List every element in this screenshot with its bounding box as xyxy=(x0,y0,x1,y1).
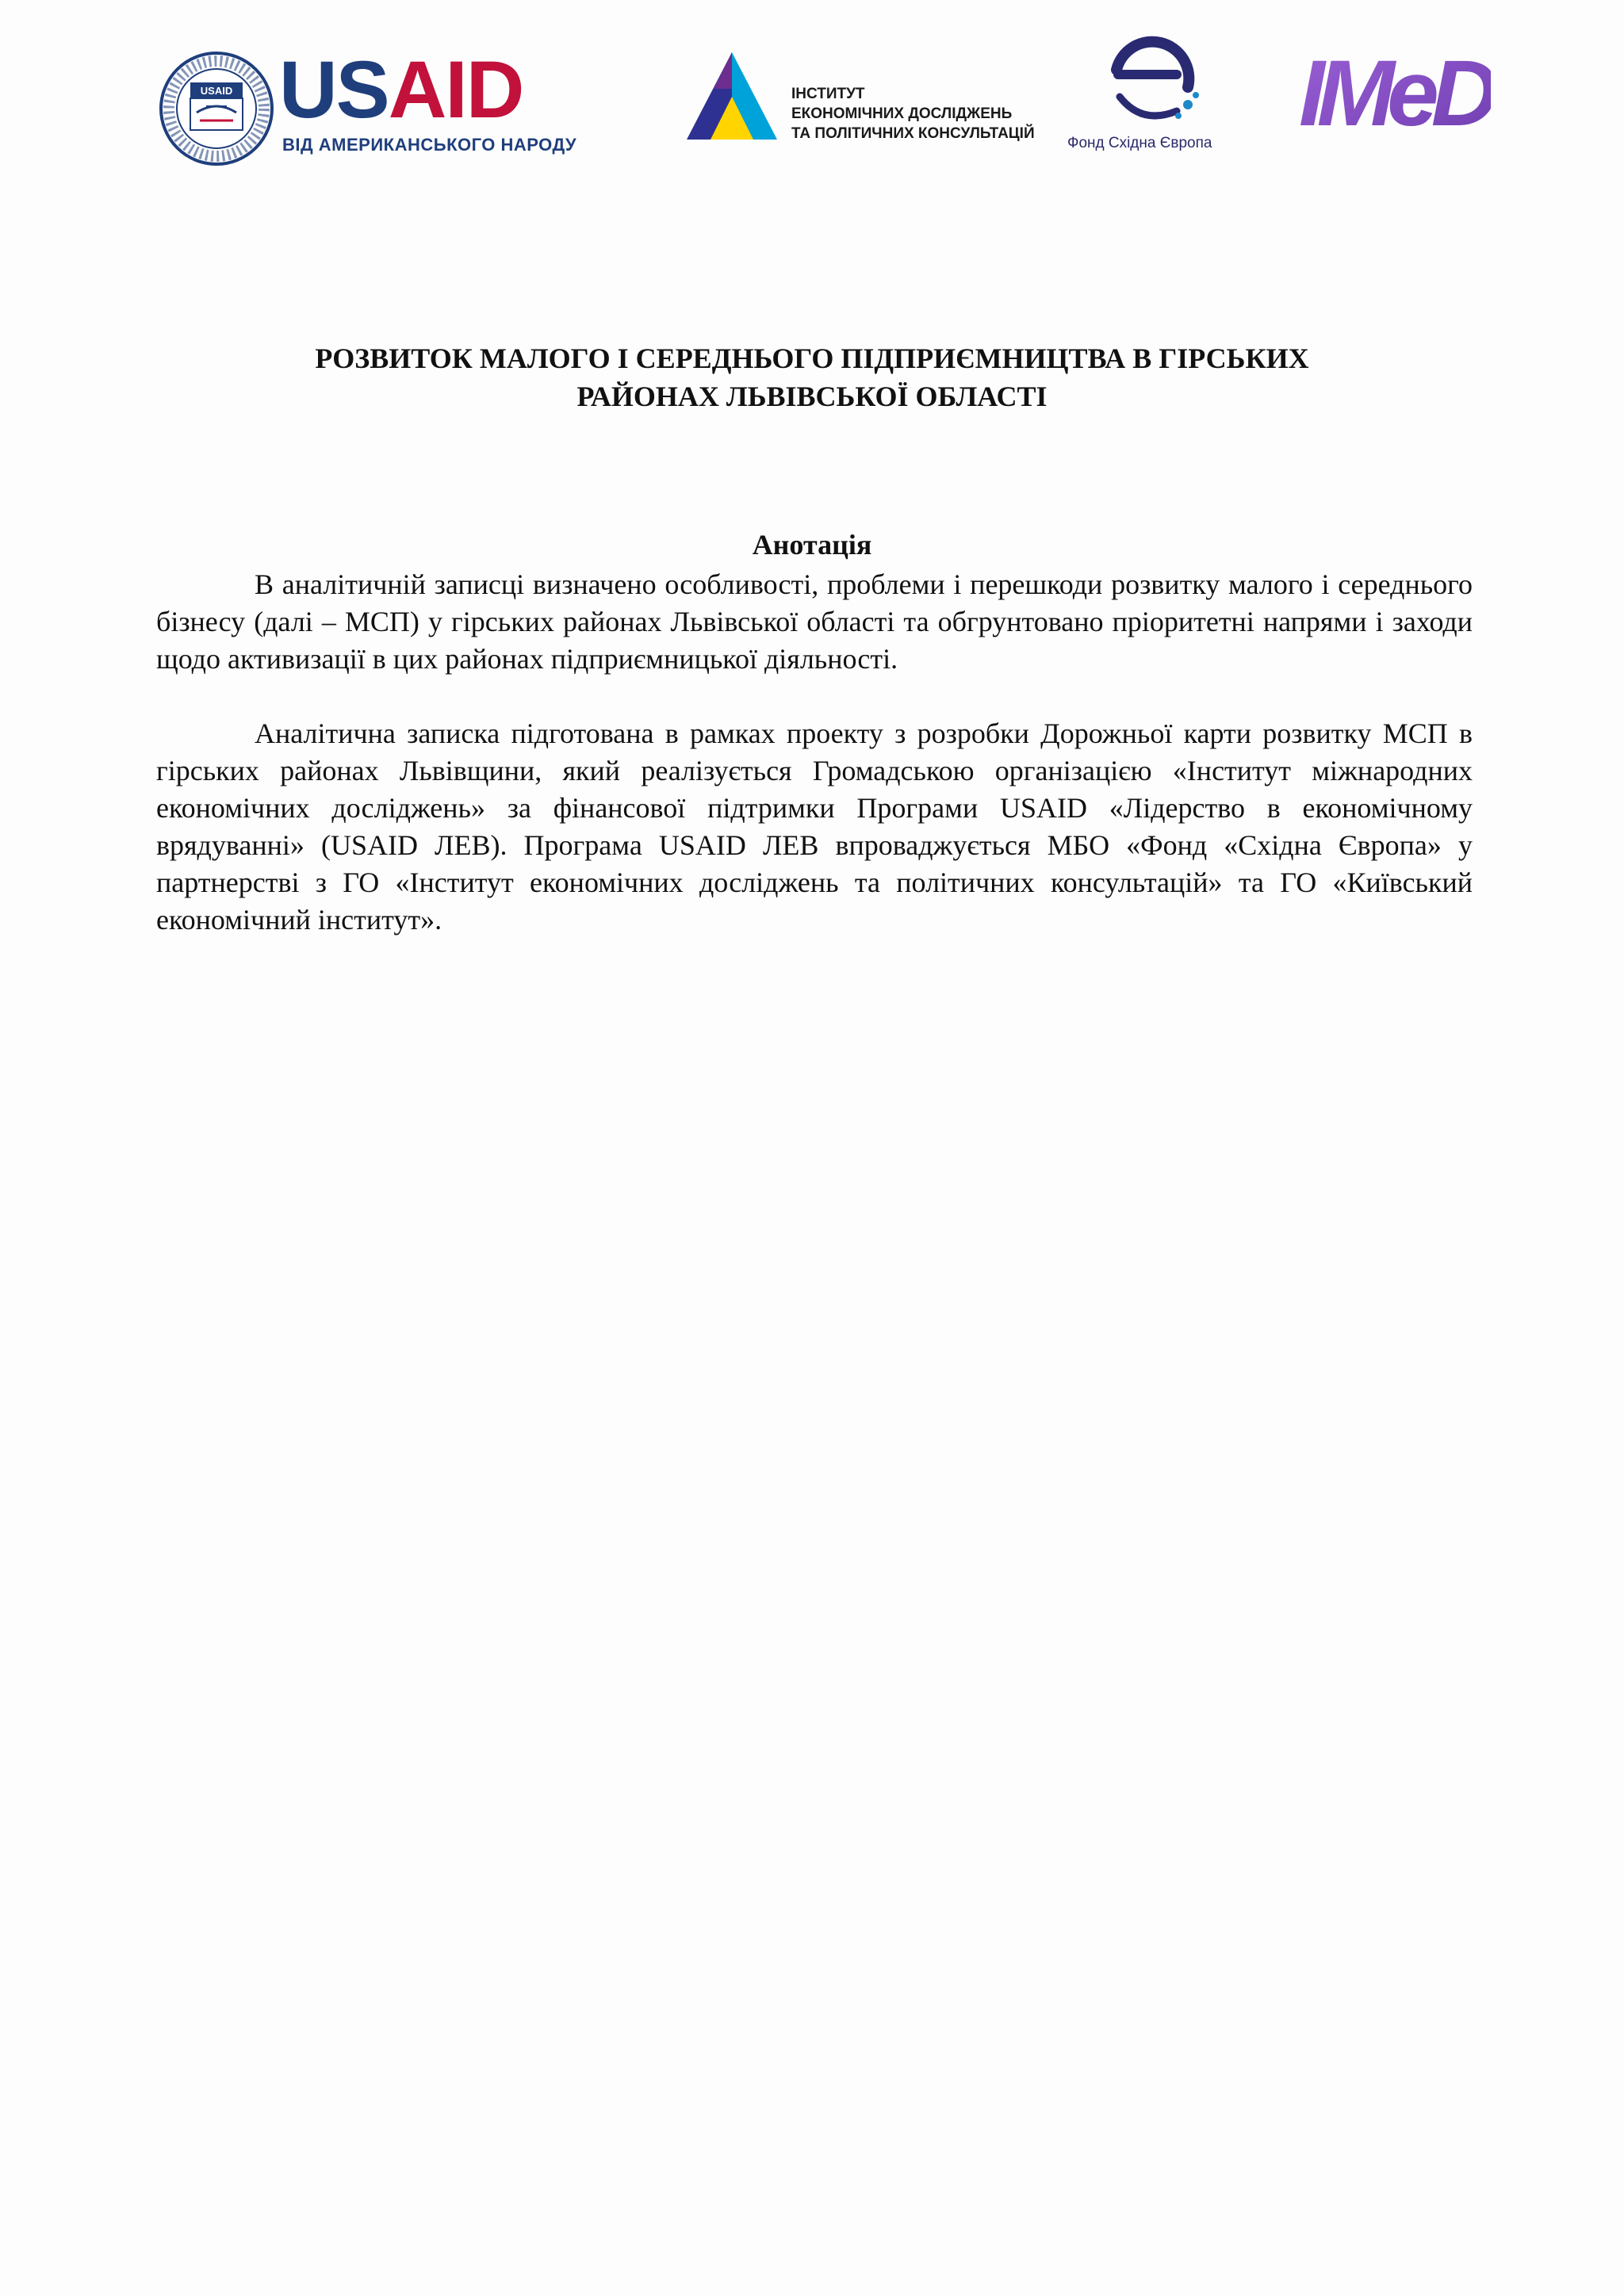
usaid-tagline: ВІД АМЕРИКАНСЬКОГО НАРОДУ xyxy=(282,135,577,155)
usaid-seal-icon xyxy=(159,51,274,166)
ier-logo xyxy=(682,48,1035,151)
title-line-2: РАЙОНАХ ЛЬВІВСЬКОЇ ОБЛАСТІ xyxy=(576,381,1048,412)
swirl-e-logo-icon xyxy=(1094,24,1213,135)
ier-name: ІНСТИТУТ ЕКОНОМІЧНИХ ДОСЛІДЖЕНЬ ТА ПОЛІТИЧНИХ КОНСУЛЬТАЦІЙ xyxy=(791,86,1035,142)
east-europe-foundation-logo xyxy=(1063,24,1245,159)
annotation-paragraph-2: Аналітична записка підготована в рамках проекту з розробки Дорожньої карти розвитку МСП в гірських районах Львівщини, який реалізується Громадською організацією «Інститут міжнародних економічних досліджень» за фінансової підтримки Програми USAID «Лідерство в економічному врядуванні» (USAID ЛЕВ). Програма USAID ЛЕВ впроваджується МБО «Фонд «Східна Європа» у партнерстві з ГО «Інститут економічних досліджень та політичних консультацій» та ГО «Київський економічний інститут». xyxy=(156,718,1473,936)
annotation-heading: Анотація xyxy=(752,529,872,561)
usaid-logo xyxy=(159,44,577,168)
eef-caption: Фонд Східна Європа xyxy=(1067,135,1212,151)
logo-header xyxy=(0,0,1624,182)
title-line-1: РОЗВИТОК МАЛОГО І СЕРЕДНЬОГО ПІДПРИЄМНИЦТВА В ГІРСЬКИХ xyxy=(315,342,1309,374)
document-title xyxy=(0,339,1624,415)
svg-text:USAID: USAID xyxy=(200,85,233,97)
imed-logo xyxy=(1293,38,1491,141)
usaid-wordmark: USAID xyxy=(279,44,523,135)
annotation-paragraph-1: В аналітичній записці визначено особливості, проблеми і перешкоди розвитку малого і середнього бізнесу (далі – МСП) у гірських районах Львівської області та обгрунтовано пріоритетні напрями і заходи щодо активизації в цих районах підприємницької діяльності. xyxy=(156,568,1473,675)
svg-text:IMeD: IMeD xyxy=(1299,41,1491,141)
imed-wordmark-icon xyxy=(1293,38,1491,141)
triangle-logo-icon xyxy=(682,49,782,144)
